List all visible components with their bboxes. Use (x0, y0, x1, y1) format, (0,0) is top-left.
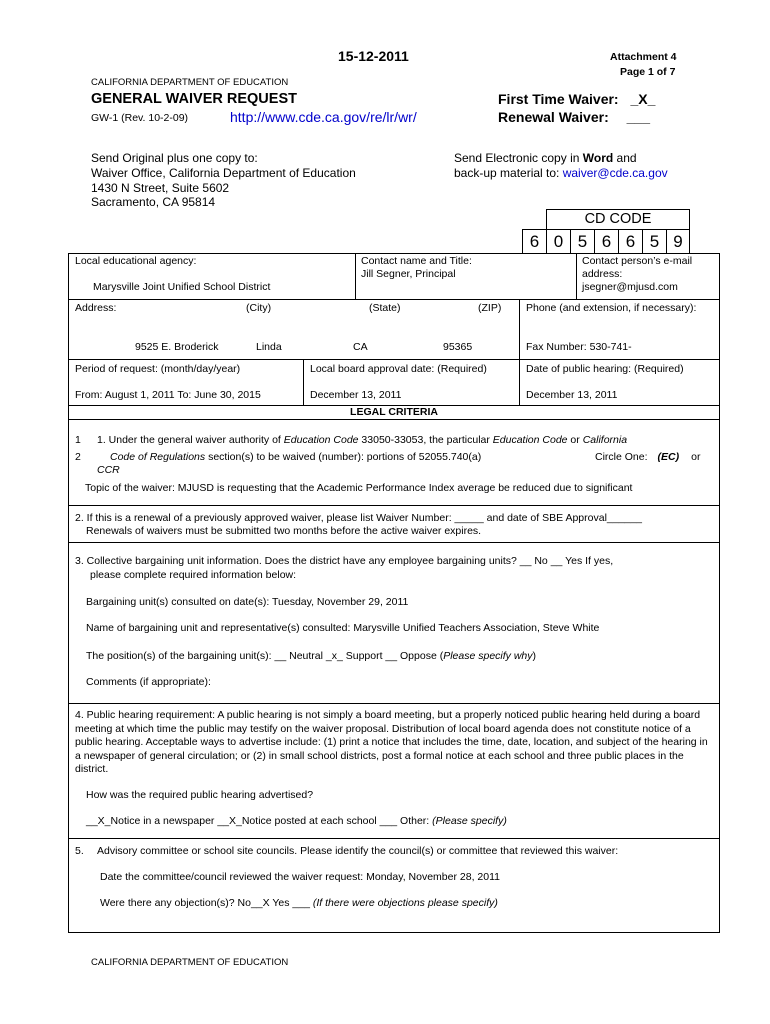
rule-agency (68, 299, 720, 300)
circle-ec-option[interactable]: (EC) (657, 451, 680, 463)
bargaining-consulted-date[interactable]: Bargaining unit(s) consulted on date(s): Tuesday, November 29, 2011 (86, 596, 409, 608)
waiver-topic[interactable]: Topic of the waiver: MJUSD is requesting that the Academic Performance Index average be reduced due to significant (85, 482, 633, 494)
first-time-label: First Time Waiver: (498, 91, 619, 107)
first-time-value: _X_ (630, 91, 656, 107)
divider-contact (355, 253, 356, 299)
section1-line2 (110, 451, 481, 463)
form-title: GENERAL WAIVER REQUEST (91, 91, 297, 107)
agency-value[interactable]: Marysville Joint Unified School District (93, 281, 271, 293)
public-hearing-label: Date of public hearing: (Required) (526, 363, 684, 375)
send-electronic-line2-prefix: back-up material to: (454, 165, 563, 180)
board-approval-date[interactable]: December 13, 2011 (310, 389, 402, 401)
send-original-block (91, 151, 356, 210)
public-hearing-date[interactable]: December 13, 2011 (526, 389, 618, 401)
rule-address (68, 359, 720, 360)
legal-criteria-heading: LEGAL CRITERIA (350, 406, 438, 418)
s1-text-e: or (567, 434, 583, 446)
contact-email[interactable]: jsegner@mjusd.com (582, 281, 678, 293)
s1-text-c: 33050-33053, the particular (358, 434, 493, 446)
department-name: CALIFORNIA DEPARTMENT OF EDUCATION (91, 77, 289, 88)
waiver-email-link[interactable]: waiver@cde.ca.gov (562, 165, 668, 180)
email-label-2: address: (582, 268, 623, 280)
form-id: GW-1 (Rev. 10-2-09) (91, 112, 189, 124)
bargaining-unit-name[interactable]: Name of bargaining unit and representative(s) consulted: Marysville Unified Teachers Association, Steve White (86, 622, 600, 634)
section4-paragraph: 4. Public hearing requirement: A public hearing is not simply a board meeting, but a properly noticed public hearing held during a board meeting at which time the public may testify on the waiver proposal. Distribution of local board agenda does not constitute notice of a public hearing. Acceptable ways to advertise include: (1) print a notice that includes the time, date, location, and subject of the hearing in a newspaper of general circulation; or (2) in small school districts, post a formal notice at each school and three public places in the district. (75, 709, 708, 776)
board-approval-label: Local board approval date: (Required) (310, 363, 487, 375)
hearing-advertised-question: How was the required public hearing advertised? (86, 789, 314, 801)
legal-num-2: 2 (75, 451, 81, 463)
send-original-line4: Sacramento, CA 95814 (91, 195, 216, 210)
cd-code-digit: 6 (618, 229, 642, 253)
bargaining-position[interactable] (86, 650, 536, 662)
circle-or: or (691, 451, 701, 463)
position-specify: Please specify why (443, 650, 533, 662)
bargaining-comments[interactable]: Comments (if appropriate): (86, 676, 211, 688)
rule-section3 (68, 703, 720, 704)
city-value[interactable]: Linda (256, 341, 282, 353)
committee-review-date[interactable]: Date the committee/council reviewed the waiver request: Monday, November 28, 2011 (100, 871, 500, 883)
advertised-other-specify: (Please specify) (432, 815, 507, 827)
fax-number[interactable]: Fax Number: 530-741- (526, 341, 632, 353)
rule-section1 (68, 505, 720, 506)
send-original-line2: Waiver Office, California Department of Education (91, 165, 356, 180)
send-electronic-prefix: Send Electronic copy in (454, 151, 583, 165)
address-label: Address: (75, 302, 117, 314)
rule-legal-heading (68, 419, 720, 420)
email-label-1: Contact person’s e-mail (582, 255, 693, 267)
agency-label: Local educational agency: (75, 255, 197, 267)
legal-num-1: 1 (75, 434, 81, 446)
waiver-url-link[interactable]: http://www.cde.ca.gov/re/lr/wr/ (230, 109, 417, 125)
send-original-line1: Send Original plus one copy to: (91, 151, 258, 165)
cd-code-digit: 9 (666, 229, 690, 253)
circle-ccr-option[interactable]: CCR (97, 464, 120, 476)
phone-label: Phone (and extension, if necessary): (526, 302, 697, 314)
position-close: ) (532, 650, 536, 662)
circle-one-label: Circle One: (595, 451, 648, 463)
renewal-value: ___ (626, 109, 650, 125)
objections-specify: (If there were objections please specify) (312, 897, 498, 909)
section5-number: 5. (75, 845, 84, 857)
state-value[interactable]: CA (353, 341, 368, 353)
cd-code-digit: 0 (546, 229, 570, 253)
section3-line1[interactable]: 3. Collective bargaining unit information. Does the district have any employee bargaining units? __ No __ Yes If yes, (75, 555, 614, 567)
zip-label: (ZIP) (478, 302, 502, 314)
divider-email (576, 253, 577, 299)
circle-one (595, 451, 700, 463)
rule-section2 (68, 542, 720, 543)
cd-code-digit: 5 (570, 229, 594, 253)
divider-board (303, 359, 304, 405)
s1-education-code-2: Education Code (492, 434, 568, 446)
section1-line1 (97, 434, 627, 446)
advertised-options: __X_Notice in a newspaper __X_Notice posted at each school ___ Other: (86, 815, 433, 827)
renewal-label: Renewal Waiver: (498, 109, 609, 125)
s1-education-code: Education Code (283, 434, 359, 446)
send-electronic-suffix: and (613, 151, 637, 165)
state-label: (State) (369, 302, 401, 314)
section2-line1[interactable]: 2. If this is a renewal of a previously approved waiver, please list Waiver Number: _____ and date of SBE Approval______ (75, 512, 642, 524)
cd-code-digit: 5 (642, 229, 666, 253)
send-electronic-block (454, 151, 668, 181)
cd-code-digit: 6 (594, 229, 618, 253)
section2-line2: Renewals of waivers must be submitted two months before the active waiver expires. (86, 525, 482, 537)
s1-california: California (582, 434, 628, 446)
position-options: The position(s) of the bargaining unit(s): __ Neutral _x_ Support __ Oppose ( (86, 650, 444, 662)
hearing-advertised-answer[interactable] (86, 815, 507, 827)
s1-text-a: 1. Under the general waiver authority of (97, 434, 284, 446)
s1-ccr-title: Code of Regulations (110, 451, 206, 463)
rule-section4 (68, 838, 720, 839)
attachment-label: Attachment 4 (610, 51, 677, 63)
section3-line2: please complete required information below: (90, 569, 297, 581)
s1-text-h: section(s) to be waived (number): portions of 52055.740(a) (205, 451, 482, 463)
send-electronic-line2 (454, 166, 668, 181)
section5-line1: Advisory committee or school site councils. Please identify the council(s) or committee that reviewed this waiver: (97, 845, 619, 857)
send-electronic-line1 (454, 151, 668, 166)
period-label: Period of request: (month/day/year) (75, 363, 241, 375)
cd-code-digit: 6 (522, 229, 546, 253)
footer-department: CALIFORNIA DEPARTMENT OF EDUCATION (91, 957, 289, 968)
objections-question[interactable] (100, 897, 498, 909)
objections-options: Were there any objection(s)? No__X Yes ___ (100, 897, 313, 909)
contact-value[interactable]: Jill Segner, Principal (361, 268, 456, 280)
contact-label: Contact name and Title: (361, 255, 472, 267)
send-original-line3: 1430 N Street, Suite 5602 (91, 180, 230, 195)
divider-phone (519, 299, 520, 405)
zip-value[interactable]: 95365 (443, 341, 473, 353)
cd-code-label: CD CODE (584, 211, 652, 227)
renewal-waiver (498, 109, 650, 125)
document-date: 15-12-2011 (338, 48, 409, 64)
city-label: (City) (246, 302, 272, 314)
page-number: Page 1 of 7 (620, 66, 676, 78)
form-table (68, 253, 720, 933)
word-format: Word (582, 151, 614, 165)
street-value[interactable]: 9525 E. Broderick (135, 341, 219, 353)
period-value[interactable]: From: August 1, 2011 To: June 30, 2015 (75, 389, 261, 401)
first-time-waiver (498, 91, 655, 107)
